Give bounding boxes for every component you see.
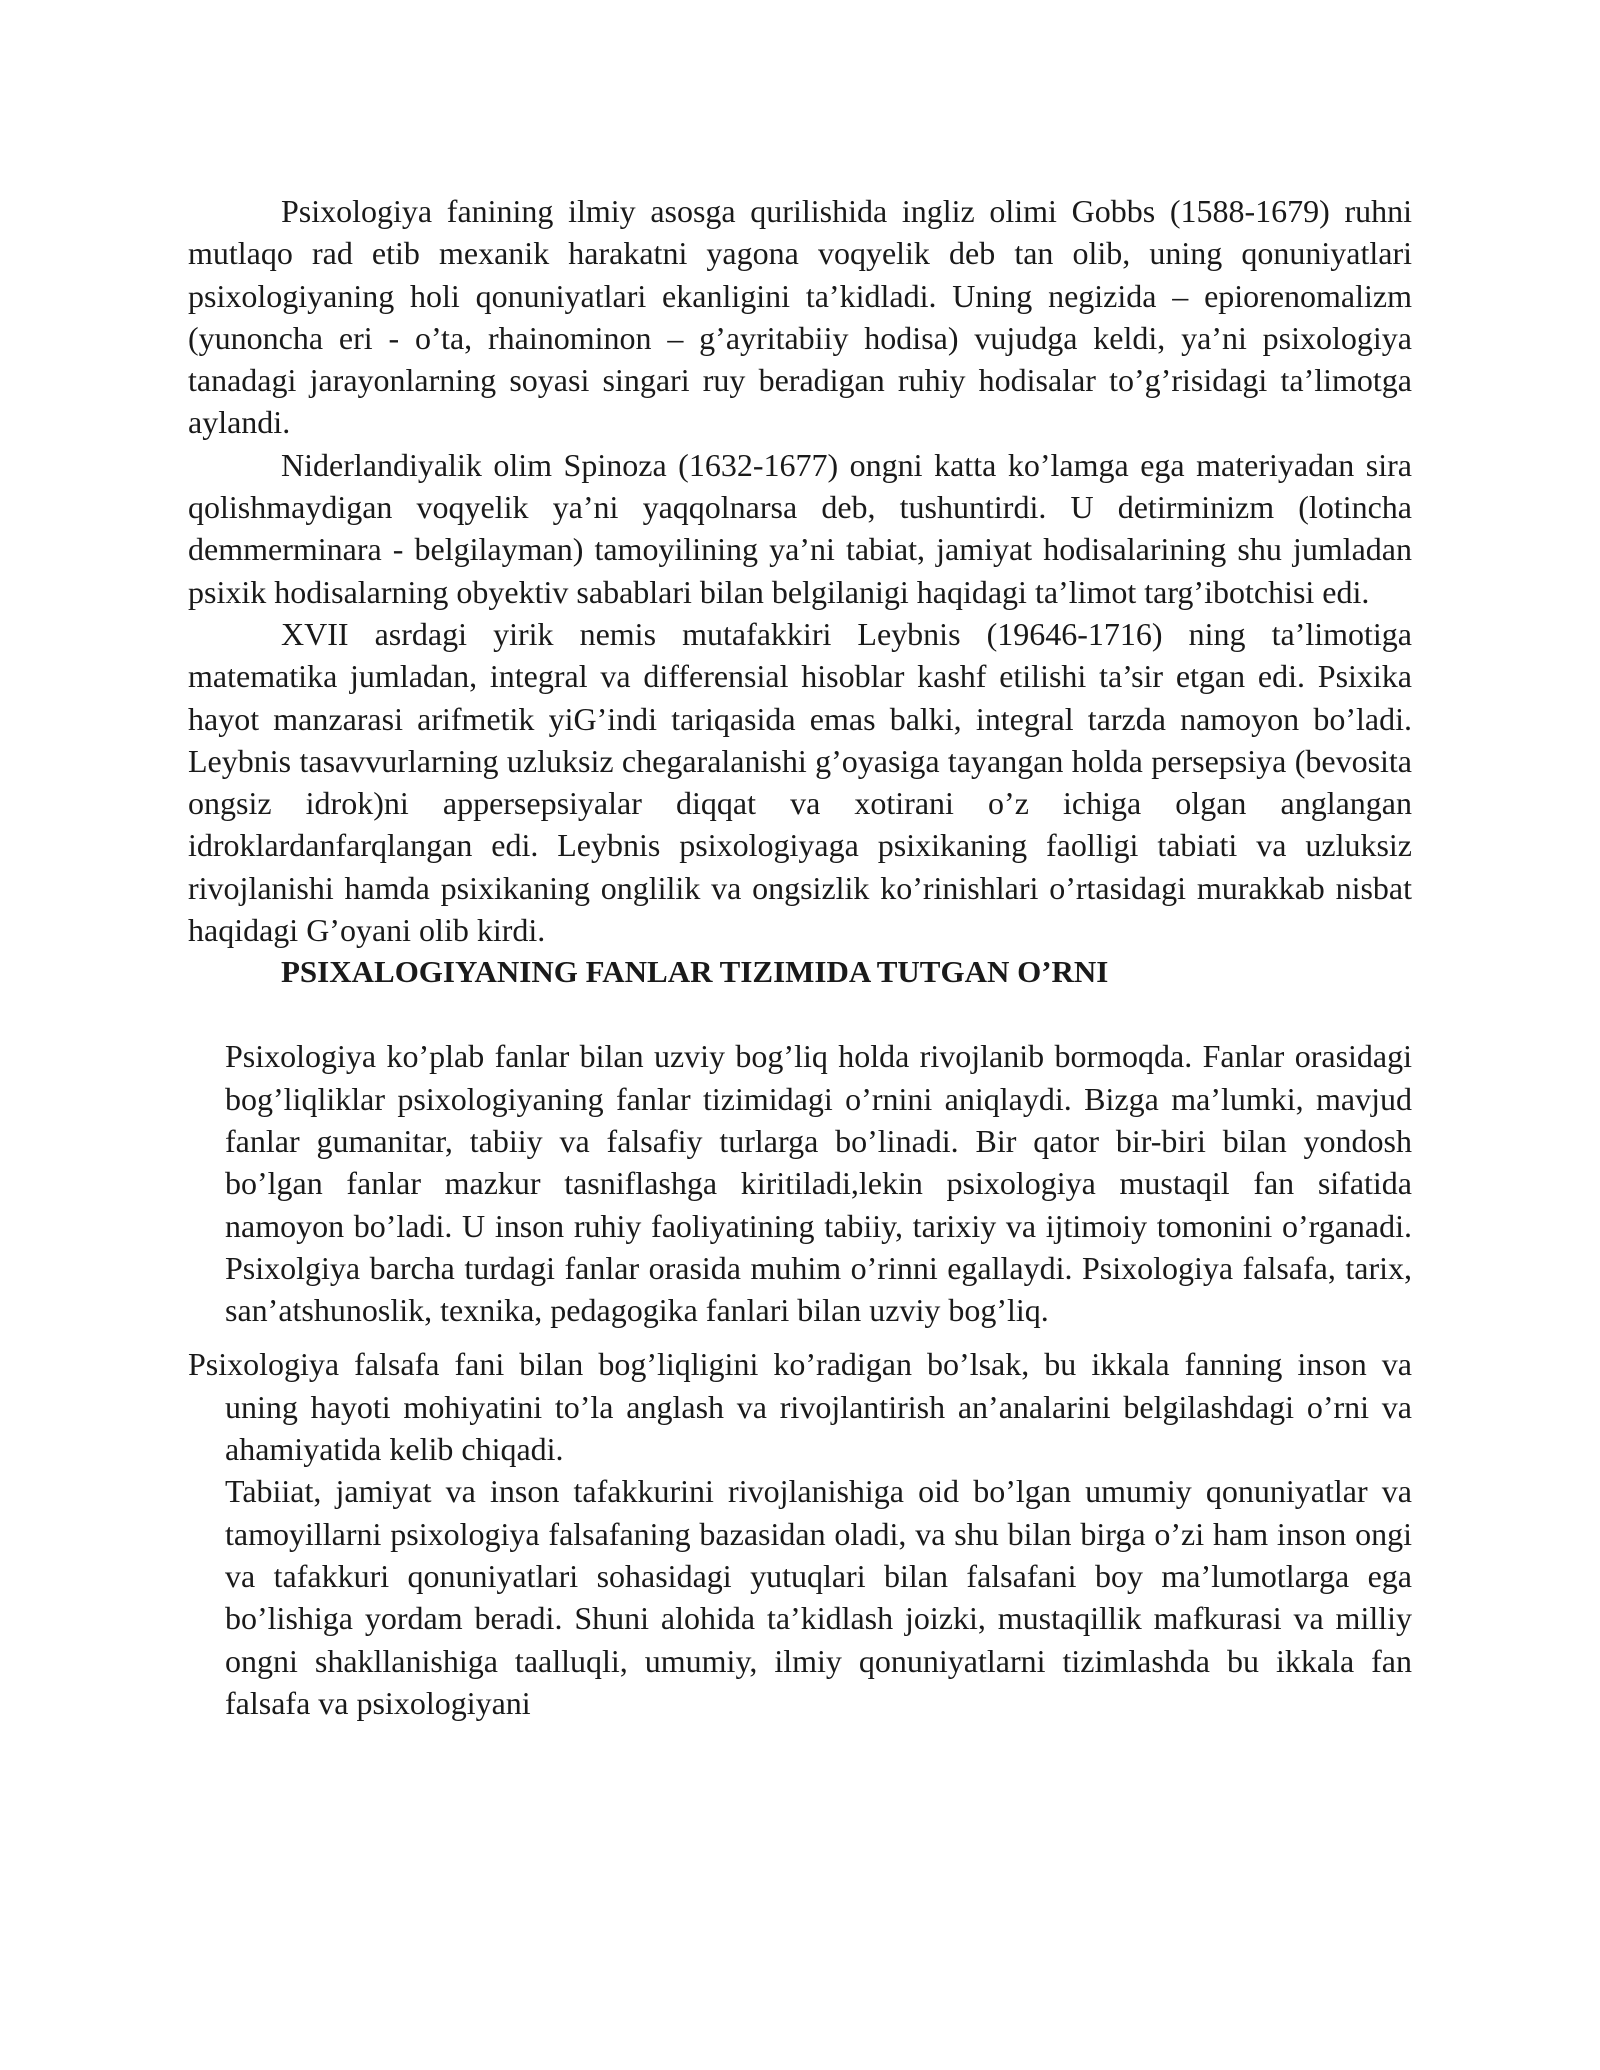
paragraph-fanlar-tizimi: Psixologiya ko’plab fanlar bilan uzviy bog’liq holda rivojlanib bormoqda. Fanlar orasidagi bog’liqliklar psixologiyaning fanlar tizimidagi o’rnini aniqlaydi. Bizga ma’lumki, mavjud fanlar gumanitar, tabiiy va falsafiy turlarga bo’linadi. Bir qator bir-biri bilan yondosh bo’lgan fanlar mazkur tasniflashga kiritiladi,lekin psixologiya mustaqil fan sifatida namoyon bo’ladi. U inson ruhiy faoliyatining tabiiy, tarixiy va ijtimoiy tomonini o’rganadi. Psixolgiya barcha turdagi fanlar orasida muhim o’rinni egallaydi. Psixologiya falsafa, tarix, san’atshunoslik, texnika, pedagogika fanlari bilan uzviy bog’liq.: [225, 1038, 1412, 1329]
paragraph-falsafa-bogliqlik: Psixologiya falsafa fani bilan bog’liqligini ko’radigan bo’lsak, bu ikkala fanning inson va uning hayoti mohiyatini to’la anglash va rivojlantirish an’analarini belgilashdagi o’rni va ahamiyatida kelib chiqadi.: [188, 1346, 1412, 1468]
section-heading: PSIXALOGIYANING FANLAR TIZIMIDA TUTGAN O’RNI: [281, 954, 1109, 990]
paragraph-qonuniyatlar: Tabiiat, jamiyat va inson tafakkurini rivojlanishiga oid bo’lgan umumiy qonuniyatlar va tamoyillarni psixologiya falsafaning bazasidan oladi, va shu bilan birga o’zi ham inson ongi va tafakkuri qonuniyatlari sohasidagi yutuqlari bilan falsafani boy ma’lumotlarga ega bo’lishiga yordam beradi. Shuni alohida ta’kidlash joizki, mustaqillik mafkurasi va milliy ongni shakllanishiga taalluqli, umumiy, ilmiy qonuniyatlarni tizimlashda bu ikkala fan falsafa va psixologiyani: [225, 1473, 1412, 1721]
paragraph-spinoza: Niderlandiyalik olim Spinoza (1632-1677) ongni katta ko’lamga ega materiyadan sira qolishmaydigan voqyelik ya’ni yaqqolnarsa deb, tushuntirdi. U detirminizm (lotincha demmerminara - belgilayman) tamoyilining ya’ni tabiat, jamiyat hodisalarining shu jumladan psixik hodisalarning obyektiv sabablari bilan belgilanigi haqidagi ta’limot targ’ibotchisi edi.: [188, 446, 1412, 610]
document-page: [188, 190, 1412, 1724]
paragraph-gobbs: Psixologiya fanining ilmiy asosga qurilishida ingliz olimi Gobbs (1588-1679) ruhni mutlaqo rad etib mexanik harakatni yagona voqyelik deb tan olib, uning qonuniyatlari psixologiyaning holi qonuniyatlari ekanligini ta’kidladi. Uning negizida – epiorenomalizm (yunoncha eri - o’ta, rhainominon – g’ayritabiiy hodisa) vujudga keldi, ya’ni psixologiya tanadagi jarayonlarning soyasi singari ruy beradigan ruhiy hodisalar to’g’risidagi ta’limotga aylandi.: [188, 193, 1412, 441]
paragraph-leybnis: XVII asrdagi yirik nemis mutafakkiri Leybnis (19646-1716) ning ta’limotiga matematika jumladan, integral va differensial hisoblar kashf etilishi ta’sir etgan edi. Psixika hayot manzarasi arifmetik yiG’indi tariqasida emas balki, integral tarzda namoyon bo’ladi. Leybnis tasavvurlarning uzluksiz chegaralanishi g’oyasiga tayangan holda persepsiya (bevosita ongsiz idrok)ni appersepsiyalar diqqat va xotirani o’z ichiga olgan anglangan idroklardanfarqlangan edi. Leybnis psixologiyaga psixikaning faolligi tabiati va uzluksiz rivojlanishi hamda psixikaning onglilik va ongsizlik ko’rinishlari o’rtasidagi murakkab nisbat haqidagi G’oyani olib kirdi.: [188, 615, 1412, 949]
